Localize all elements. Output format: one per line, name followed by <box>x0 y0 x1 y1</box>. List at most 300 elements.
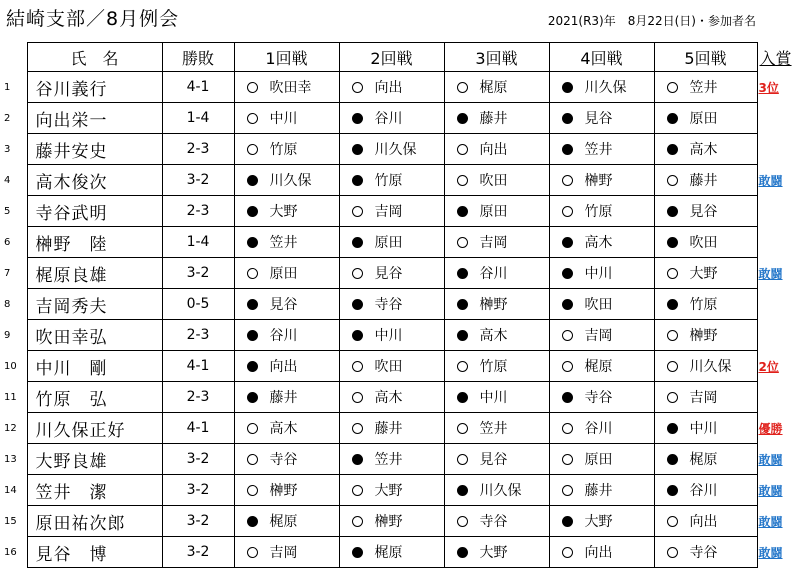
header-row <box>0 43 802 72</box>
opponent-name: 川久保 <box>689 359 732 375</box>
win-loss-record: 3-2 <box>162 506 234 537</box>
player-name: 寺谷武明 <box>27 196 162 227</box>
game-cell <box>444 382 549 413</box>
game-cell <box>654 444 757 475</box>
opponent-name: 高木 <box>479 328 508 344</box>
table-row <box>0 72 802 103</box>
row-number: 5 <box>4 205 11 217</box>
loss-mark-icon <box>667 144 678 155</box>
game-cell <box>654 134 757 165</box>
row-number: 1 <box>4 81 11 93</box>
game-cell <box>339 382 444 413</box>
win-loss-record: 2-3 <box>162 382 234 413</box>
game-cell <box>654 382 757 413</box>
loss-mark-icon <box>352 299 363 310</box>
opponent-name: 谷川 <box>479 266 508 282</box>
win-loss-record: 4-1 <box>162 351 234 382</box>
row-number: 15 <box>4 515 17 527</box>
opponent-name: 向出 <box>479 142 508 158</box>
game-cell <box>444 72 549 103</box>
loss-mark-icon <box>562 82 573 93</box>
win-mark-icon <box>247 113 258 124</box>
loss-mark-icon <box>562 268 573 279</box>
game-cell <box>234 444 339 475</box>
win-mark-icon <box>247 144 258 155</box>
opponent-name: 高木 <box>584 235 613 251</box>
game-cell <box>234 196 339 227</box>
game-cell <box>654 196 757 227</box>
opponent-name: 中川 <box>269 111 298 127</box>
loss-mark-icon <box>352 113 363 124</box>
win-loss-record: 3-2 <box>162 258 234 289</box>
loss-mark-icon <box>352 175 363 186</box>
win-mark-icon <box>562 175 573 186</box>
opponent-name: 向出 <box>374 80 403 96</box>
opponent-name: 笠井 <box>479 421 508 437</box>
player-name: 大野良雄 <box>27 444 162 475</box>
award-label <box>757 196 802 227</box>
loss-mark-icon <box>667 423 678 434</box>
row-number: 8 <box>4 298 11 310</box>
player-name: 藤井安史 <box>27 134 162 165</box>
loss-mark-icon <box>352 237 363 248</box>
opponent-name: 寺谷 <box>689 545 718 561</box>
loss-mark-icon <box>457 299 468 310</box>
row-number: 7 <box>4 267 11 279</box>
loss-mark-icon <box>562 144 573 155</box>
opponent-name: 竹原 <box>584 204 613 220</box>
opponent-name: 原田 <box>479 204 508 220</box>
opponent-name: 寺谷 <box>374 297 403 313</box>
header-round-3: 3回戦 <box>444 43 549 72</box>
game-cell <box>339 506 444 537</box>
game-cell <box>444 258 549 289</box>
opponent-name: 大野 <box>374 483 403 499</box>
table-row <box>0 320 802 351</box>
loss-mark-icon <box>352 330 363 341</box>
game-cell <box>234 258 339 289</box>
win-mark-icon <box>667 330 678 341</box>
game-cell <box>549 506 654 537</box>
opponent-name: 見谷 <box>374 266 403 282</box>
opponent-name: 寺谷 <box>479 514 508 530</box>
win-mark-icon <box>247 454 258 465</box>
win-mark-icon <box>667 547 678 558</box>
win-loss-record: 3-2 <box>162 475 234 506</box>
award-label: 敢闘 <box>758 452 783 467</box>
opponent-name: 梶原 <box>269 514 298 530</box>
game-cell <box>549 72 654 103</box>
win-loss-record: 4-1 <box>162 72 234 103</box>
opponent-name: 藤井 <box>689 173 718 189</box>
award-label: 敢闘 <box>758 545 783 560</box>
win-mark-icon <box>667 82 678 93</box>
win-mark-icon <box>667 392 678 403</box>
win-mark-icon <box>457 237 468 248</box>
opponent-name: 梶原 <box>584 359 613 375</box>
loss-mark-icon <box>352 144 363 155</box>
table-row <box>0 506 802 537</box>
player-name: 原田祐次郎 <box>27 506 162 537</box>
opponent-name: 中川 <box>584 266 613 282</box>
loss-mark-icon <box>667 299 678 310</box>
opponent-name: 原田 <box>584 452 613 468</box>
game-cell <box>339 537 444 568</box>
opponent-name: 向出 <box>584 545 613 561</box>
opponent-name: 榊野 <box>374 514 403 530</box>
game-cell <box>234 165 339 196</box>
game-cell <box>234 351 339 382</box>
game-cell <box>339 227 444 258</box>
opponent-name: 竹原 <box>689 297 718 313</box>
win-loss-record: 2-3 <box>162 320 234 351</box>
game-cell <box>549 134 654 165</box>
game-cell <box>234 227 339 258</box>
opponent-name: 大野 <box>689 266 718 282</box>
win-mark-icon <box>457 361 468 372</box>
loss-mark-icon <box>247 392 258 403</box>
opponent-name: 藤井 <box>269 390 298 406</box>
award-label <box>757 382 802 413</box>
game-cell <box>234 475 339 506</box>
win-mark-icon <box>562 485 573 496</box>
opponent-name: 吉岡 <box>269 545 298 561</box>
opponent-name: 原田 <box>689 111 718 127</box>
opponent-name: 吉岡 <box>689 390 718 406</box>
loss-mark-icon <box>562 299 573 310</box>
opponent-name: 中川 <box>689 421 718 437</box>
win-loss-record: 0-5 <box>162 289 234 320</box>
win-mark-icon <box>667 516 678 527</box>
opponent-name: 原田 <box>269 266 298 282</box>
opponent-name: 大野 <box>269 204 298 220</box>
header-round-2: 2回戦 <box>339 43 444 72</box>
win-mark-icon <box>247 547 258 558</box>
opponent-name: 藤井 <box>479 111 508 127</box>
win-mark-icon <box>352 268 363 279</box>
opponent-name: 榊野 <box>479 297 508 313</box>
win-loss-record: 1-4 <box>162 103 234 134</box>
opponent-name: 谷川 <box>584 421 613 437</box>
opponent-name: 寺谷 <box>584 390 613 406</box>
player-name: 中川 剛 <box>27 351 162 382</box>
win-mark-icon <box>562 547 573 558</box>
win-mark-icon <box>352 82 363 93</box>
win-mark-icon <box>352 206 363 217</box>
loss-mark-icon <box>667 113 678 124</box>
opponent-name: 吹田 <box>689 235 718 251</box>
game-cell <box>234 320 339 351</box>
game-cell <box>654 351 757 382</box>
win-mark-icon <box>247 485 258 496</box>
opponent-name: 吉岡 <box>374 204 403 220</box>
win-mark-icon <box>247 423 258 434</box>
player-name: 川久保正好 <box>27 413 162 444</box>
game-cell <box>654 413 757 444</box>
win-mark-icon <box>457 144 468 155</box>
game-cell <box>654 320 757 351</box>
game-cell <box>444 196 549 227</box>
game-cell <box>549 320 654 351</box>
game-cell <box>339 413 444 444</box>
game-cell <box>339 165 444 196</box>
win-loss-record: 3-2 <box>162 537 234 568</box>
table-row <box>0 289 802 320</box>
opponent-name: 向出 <box>689 514 718 530</box>
game-cell <box>234 72 339 103</box>
win-mark-icon <box>457 516 468 527</box>
opponent-name: 笠井 <box>689 80 718 96</box>
row-number: 13 <box>4 453 17 465</box>
game-cell <box>234 413 339 444</box>
table-row <box>0 537 802 568</box>
game-cell <box>339 320 444 351</box>
win-mark-icon <box>457 175 468 186</box>
player-name: 谷川義行 <box>27 72 162 103</box>
opponent-name: 藤井 <box>584 483 613 499</box>
loss-mark-icon <box>667 454 678 465</box>
loss-mark-icon <box>247 361 258 372</box>
game-cell <box>549 196 654 227</box>
loss-mark-icon <box>457 392 468 403</box>
opponent-name: 笠井 <box>374 452 403 468</box>
opponent-name: 見谷 <box>689 204 718 220</box>
opponent-name: 榊野 <box>584 173 613 189</box>
table-row <box>0 134 802 165</box>
table-row <box>0 196 802 227</box>
win-mark-icon <box>352 392 363 403</box>
game-cell <box>444 227 549 258</box>
win-loss-record: 4-1 <box>162 413 234 444</box>
game-cell <box>444 103 549 134</box>
opponent-name: 梶原 <box>689 452 718 468</box>
opponent-name: 竹原 <box>269 142 298 158</box>
game-cell <box>234 134 339 165</box>
opponent-name: 寺谷 <box>269 452 298 468</box>
game-cell <box>339 258 444 289</box>
table-row <box>0 444 802 475</box>
opponent-name: 向出 <box>269 359 298 375</box>
row-number: 9 <box>4 329 11 341</box>
game-cell <box>339 103 444 134</box>
game-cell <box>444 320 549 351</box>
opponent-name: 高木 <box>689 142 718 158</box>
header-name: 氏 名 <box>27 43 162 72</box>
game-cell <box>444 506 549 537</box>
opponent-name: 中川 <box>479 390 508 406</box>
win-mark-icon <box>352 361 363 372</box>
game-cell <box>444 413 549 444</box>
game-cell <box>654 165 757 196</box>
win-mark-icon <box>352 485 363 496</box>
table-row <box>0 103 802 134</box>
loss-mark-icon <box>352 454 363 465</box>
win-mark-icon <box>667 268 678 279</box>
win-mark-icon <box>667 175 678 186</box>
opponent-name: 原田 <box>374 235 403 251</box>
award-label <box>757 103 802 134</box>
opponent-name: 吹田幸 <box>269 80 312 96</box>
opponent-name: 梶原 <box>374 545 403 561</box>
award-label: 敢闘 <box>758 514 783 529</box>
game-cell <box>444 537 549 568</box>
opponent-name: 竹原 <box>374 173 403 189</box>
game-cell <box>234 537 339 568</box>
opponent-name: 谷川 <box>689 483 718 499</box>
game-cell <box>549 382 654 413</box>
game-cell <box>549 165 654 196</box>
table-row <box>0 382 802 413</box>
player-name: 見谷 博 <box>27 537 162 568</box>
win-loss-record: 2-3 <box>162 196 234 227</box>
game-cell <box>234 103 339 134</box>
row-number: 14 <box>4 484 17 496</box>
game-cell <box>339 289 444 320</box>
game-cell <box>444 289 549 320</box>
opponent-name: 笠井 <box>269 235 298 251</box>
loss-mark-icon <box>562 392 573 403</box>
win-mark-icon <box>247 268 258 279</box>
game-cell <box>654 258 757 289</box>
award-label <box>757 289 802 320</box>
game-cell <box>234 506 339 537</box>
opponent-name: 高木 <box>374 390 403 406</box>
row-number: 12 <box>4 422 17 434</box>
award-label: 敢闘 <box>758 483 783 498</box>
row-number: 10 <box>4 360 17 372</box>
opponent-name: 吹田 <box>479 173 508 189</box>
loss-mark-icon <box>667 237 678 248</box>
header-award: 入賞 <box>759 48 792 68</box>
row-number: 11 <box>4 391 17 403</box>
loss-mark-icon <box>457 330 468 341</box>
table-row <box>0 165 802 196</box>
opponent-name: 見谷 <box>584 111 613 127</box>
game-cell <box>549 537 654 568</box>
win-loss-record: 2-3 <box>162 134 234 165</box>
loss-mark-icon <box>562 516 573 527</box>
player-name: 笠井 潔 <box>27 475 162 506</box>
loss-mark-icon <box>457 113 468 124</box>
win-mark-icon <box>562 206 573 217</box>
opponent-name: 川久保 <box>374 142 417 158</box>
header-round-4: 4回戦 <box>549 43 654 72</box>
loss-mark-icon <box>247 516 258 527</box>
game-cell <box>339 444 444 475</box>
game-cell <box>444 165 549 196</box>
game-cell <box>444 134 549 165</box>
game-cell <box>339 72 444 103</box>
game-cell <box>339 134 444 165</box>
opponent-name: 大野 <box>584 514 613 530</box>
game-cell <box>654 537 757 568</box>
table-row <box>0 413 802 444</box>
award-label <box>757 227 802 258</box>
player-name: 向出栄一 <box>27 103 162 134</box>
opponent-name: 藤井 <box>374 421 403 437</box>
win-mark-icon <box>562 454 573 465</box>
table-row <box>0 258 802 289</box>
page-title: 結崎支部／8月例会 <box>6 8 180 30</box>
header-number <box>0 43 27 72</box>
opponent-name: 吉岡 <box>584 328 613 344</box>
loss-mark-icon <box>667 206 678 217</box>
game-cell <box>234 289 339 320</box>
header-record: 勝敗 <box>162 43 234 72</box>
win-mark-icon <box>562 330 573 341</box>
table-row <box>0 227 802 258</box>
game-cell <box>339 351 444 382</box>
opponent-name: 竹原 <box>479 359 508 375</box>
award-label: 2位 <box>758 359 779 374</box>
table-row <box>0 475 802 506</box>
loss-mark-icon <box>457 206 468 217</box>
opponent-name: 谷川 <box>269 328 298 344</box>
player-name: 竹原 弘 <box>27 382 162 413</box>
game-cell <box>444 475 549 506</box>
results-body <box>0 72 802 568</box>
loss-mark-icon <box>247 299 258 310</box>
game-cell <box>654 227 757 258</box>
win-mark-icon <box>352 516 363 527</box>
opponent-name: 川久保 <box>479 483 522 499</box>
loss-mark-icon <box>562 113 573 124</box>
row-number: 2 <box>4 112 11 124</box>
win-mark-icon <box>457 454 468 465</box>
win-mark-icon <box>667 361 678 372</box>
opponent-name: 高木 <box>269 421 298 437</box>
loss-mark-icon <box>247 206 258 217</box>
game-cell <box>549 444 654 475</box>
game-cell <box>549 258 654 289</box>
opponent-name: 見谷 <box>269 297 298 313</box>
opponent-name: 梶原 <box>479 80 508 96</box>
player-name: 吹田幸弘 <box>27 320 162 351</box>
loss-mark-icon <box>457 547 468 558</box>
game-cell <box>339 196 444 227</box>
win-loss-record: 1-4 <box>162 227 234 258</box>
award-label: 優勝 <box>758 421 783 436</box>
game-cell <box>654 506 757 537</box>
opponent-name: 中川 <box>374 328 403 344</box>
win-mark-icon <box>457 82 468 93</box>
loss-mark-icon <box>247 175 258 186</box>
game-cell <box>339 475 444 506</box>
loss-mark-icon <box>247 330 258 341</box>
win-mark-icon <box>457 423 468 434</box>
loss-mark-icon <box>457 268 468 279</box>
game-cell <box>549 227 654 258</box>
loss-mark-icon <box>457 485 468 496</box>
game-cell <box>549 413 654 444</box>
loss-mark-icon <box>562 237 573 248</box>
award-label <box>757 320 802 351</box>
win-loss-record: 3-2 <box>162 165 234 196</box>
header-round-5: 5回戦 <box>654 43 757 72</box>
game-cell <box>234 382 339 413</box>
loss-mark-icon <box>352 547 363 558</box>
win-mark-icon <box>247 82 258 93</box>
game-cell <box>549 103 654 134</box>
award-label: 敢闘 <box>758 173 783 188</box>
award-label: 敢闘 <box>758 266 783 281</box>
loss-mark-icon <box>667 485 678 496</box>
opponent-name: 吹田 <box>374 359 403 375</box>
row-number: 3 <box>4 143 11 155</box>
player-name: 高木俊次 <box>27 165 162 196</box>
event-date-header: 2021(R3)年 8月22日(日)・参加者名 <box>547 14 756 28</box>
game-cell <box>549 475 654 506</box>
